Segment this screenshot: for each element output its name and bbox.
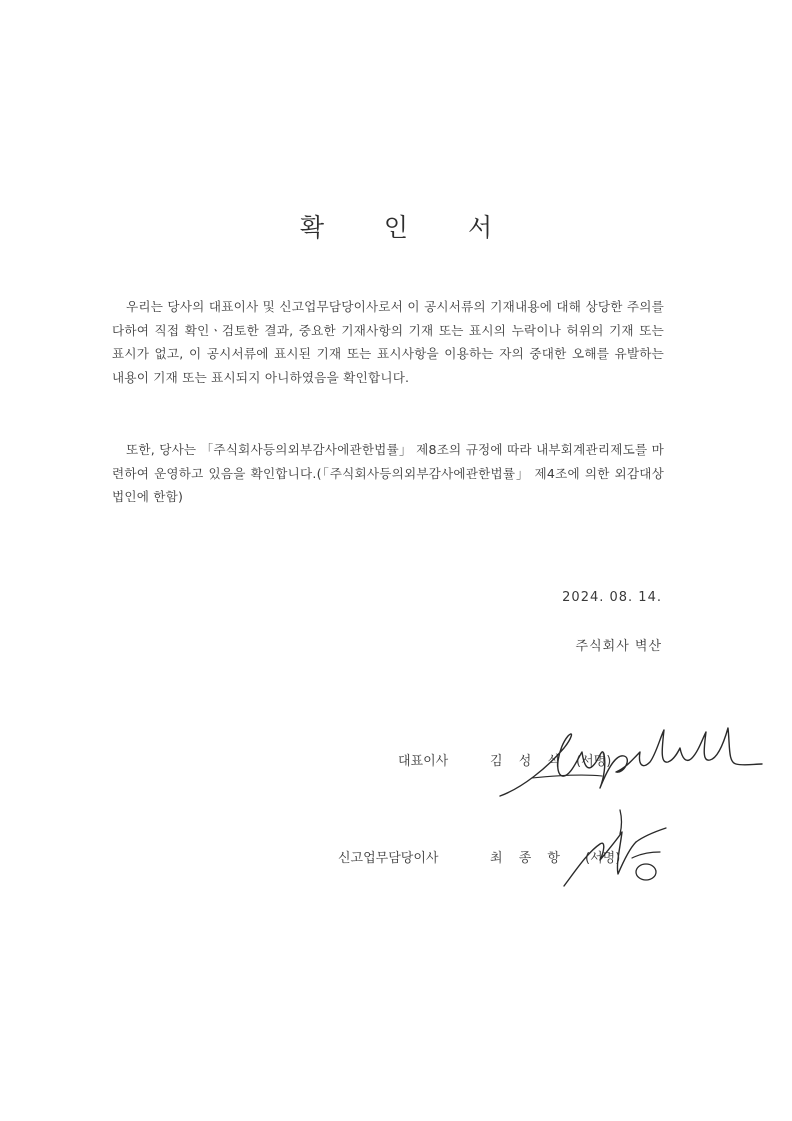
company-name: 주식회사 벽산: [575, 639, 662, 654]
signature-mark-label: (서명): [585, 851, 621, 866]
signature-mark-label: (서명): [576, 754, 612, 769]
signer-role: 신고업무담당이사: [338, 851, 439, 866]
signer-role: 대표이사: [398, 754, 449, 769]
signer-name: 김 성 식: [490, 754, 566, 769]
document-date: 2024. 08. 14.: [562, 590, 662, 605]
handwritten-signature-officer: [560, 808, 680, 898]
handwritten-signature-ceo: [492, 718, 767, 808]
internal-control-paragraph: 또한, 당사는 「주식회사등의외부감사에관한법률」 제8조의 규정에 따라 내부회계관리제도를 마련하여 운영하고 있음을 확인합니다.(「주식회사등의외부감사에관한법률」 제4조에 의한 외감대상법인에 한함): [112, 442, 664, 504]
signer-name: 최 종 항: [490, 851, 566, 866]
document-title: 확 인 서: [299, 213, 519, 242]
confirmation-paragraph: 우리는 당사의 대표이사 및 신고업무담당이사로서 이 공시서류의 기재내용에 대해 상당한 주의를 다하여 직접 확인ㆍ검토한 결과, 중요한 기재사항의 기재 또는 표시의 누락이나 허위의 기재 또는 표시가 없고, 이 공시서류에 표시된 기재 또는 표시사항을 이용하는 자의 중대한 오해를 유발하는 내용이 기재 또는 표시되지 아니하였음을 확인합니다.: [112, 299, 664, 385]
